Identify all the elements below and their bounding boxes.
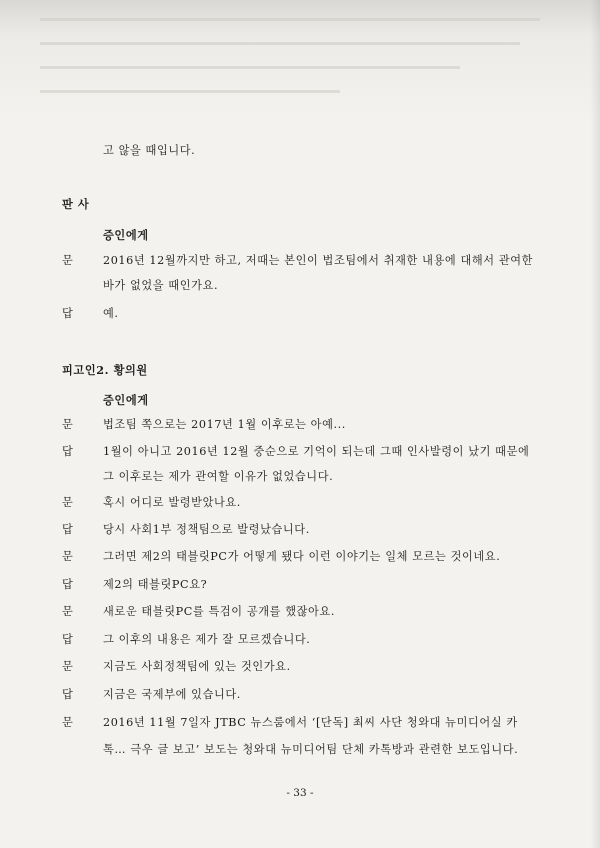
qa-text: 법조팀 쪽으로는 2017년 1월 이후로는 아예... (103, 418, 346, 431)
qa-label: 문 (62, 660, 73, 673)
qa-label: 문 (62, 550, 73, 563)
qa-text: 그 이후로는 제가 관여할 이유가 없었습니다. (103, 470, 334, 483)
qa-text: 그 이후의 내용은 제가 잘 모르겠습니다. (103, 633, 311, 646)
continuation-line: 고 않을 때입니다. (103, 144, 196, 157)
qa-label: 답 (62, 688, 73, 701)
speaker-heading: 피고인2. 황의원 (62, 363, 148, 377)
qa-text: 바가 없었을 때인가요. (103, 279, 219, 292)
qa-label: 답 (62, 523, 73, 536)
qa-label: 답 (62, 633, 73, 646)
qa-text: 1월이 아니고 2016년 12월 중순으로 기억이 되는데 그때 인사발령이 났기 때문에 (103, 445, 530, 458)
qa-text: 지금도 사회정책팀에 있는 것인가요. (103, 660, 291, 673)
qa-label: 문 (62, 605, 73, 618)
qa-text: 2016년 12월까지만 하고, 저때는 본인이 법조팀에서 취재한 내용에 대해서 관여한 (103, 254, 534, 267)
qa-text: 톡… 극우 글 보고’ 보도는 청와대 뉴미디어팀 단체 카톡방과 관련한 보도입니다. (103, 743, 519, 756)
scan-edge (590, 0, 600, 848)
qa-label: 문 (62, 418, 73, 431)
qa-label: 답 (62, 578, 73, 591)
qa-label: 문 (62, 496, 73, 509)
qa-label: 문 (62, 254, 73, 267)
qa-label: 문 (62, 716, 73, 729)
addressee-line: 증인에게 (103, 228, 149, 242)
qa-label: 답 (62, 307, 73, 320)
qa-text: 새로운 태블릿PC를 특검이 공개를 했잖아요. (103, 605, 335, 618)
qa-text: 예. (103, 307, 119, 320)
qa-text: 당시 사회1부 정책팀으로 발령났습니다. (103, 523, 310, 536)
qa-label: 답 (62, 445, 73, 458)
qa-text: 혹시 어디로 발령받았나요. (103, 496, 241, 509)
qa-text: 그러면 제2의 태블릿PC가 어떻게 됐다 이런 이야기는 일체 모르는 것이네요. (103, 550, 501, 563)
addressee-line: 증인에게 (103, 393, 149, 407)
qa-text: 지금은 국제부에 있습니다. (103, 688, 241, 701)
page-number: - 33 - (286, 787, 314, 799)
qa-text: 제2의 태블릿PC요? (103, 578, 208, 591)
qa-text: 2016년 11월 7일자 JTBC 뉴스룸에서 ‘[단독] 최씨 사단 청와대 뉴미디어실 카 (103, 716, 518, 729)
speaker-heading: 판 사 (62, 197, 90, 211)
